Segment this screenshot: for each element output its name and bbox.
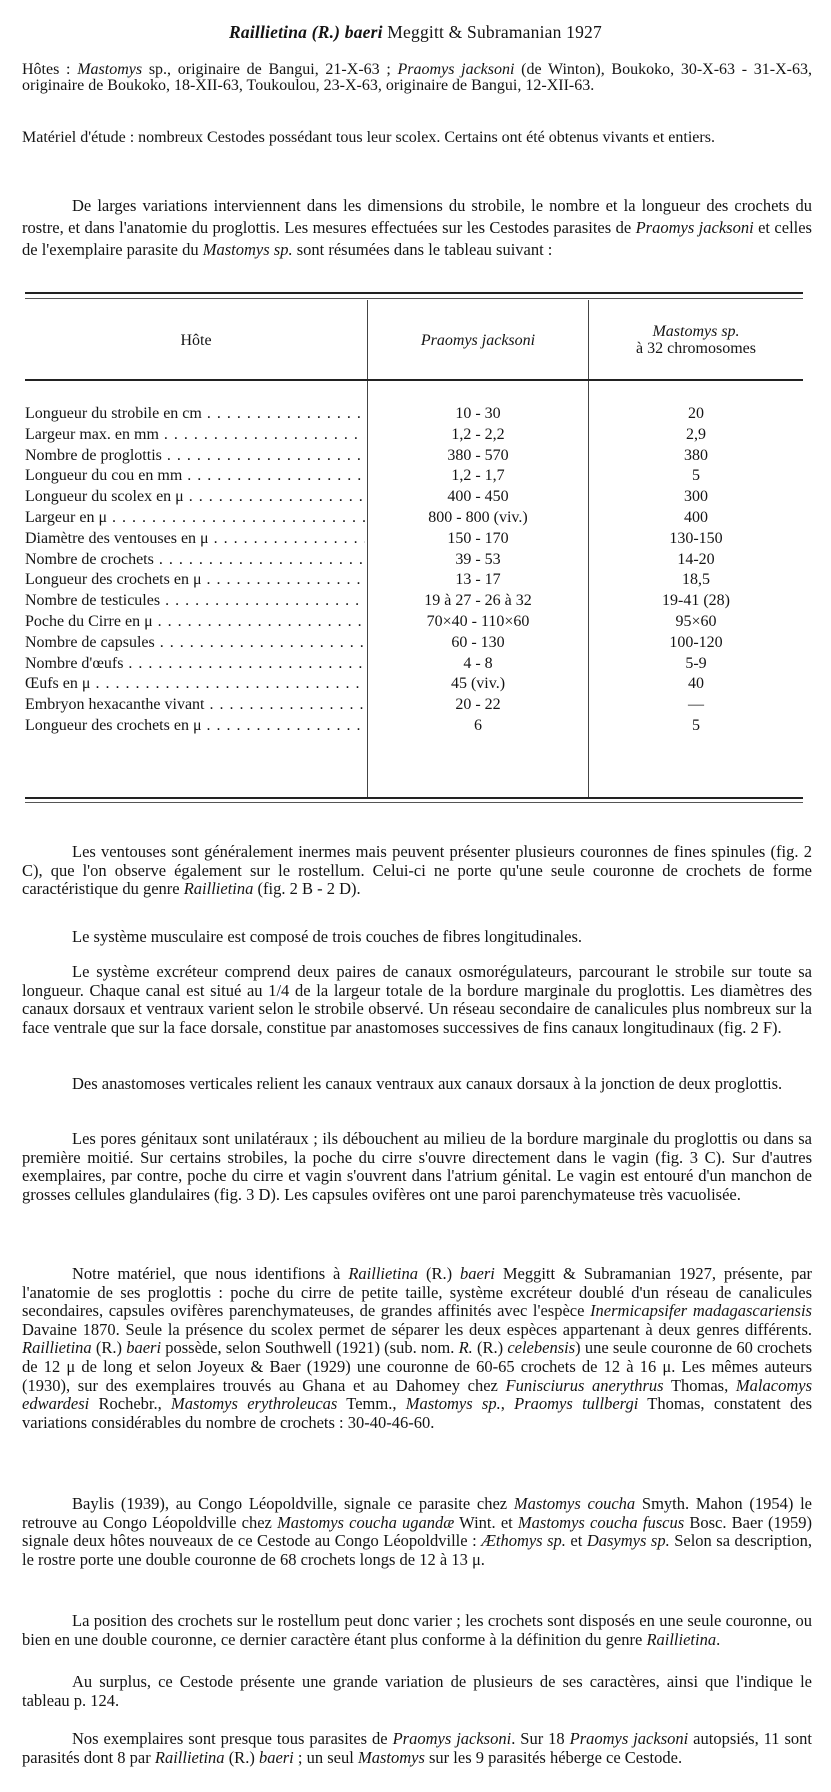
text-run: De larges variations interviennent dans les dimensions du strobile, le nombre et la longueur des crochets du rostre, et dans l'anatomie du proglottis. Les mesures effectuées sur les Cestodes parasites de — [22, 196, 812, 237]
mastomys-value: 19-41 (28) — [662, 592, 730, 610]
text-run: Nos exemplaires sont presque tous parasites de — [72, 1729, 393, 1748]
mastomys-value: 400 — [684, 508, 708, 526]
paragraph-pores-genitaux — [22, 1130, 812, 1204]
text-run: Rochebr., — [89, 1394, 172, 1414]
row-label: Œufs en μ . . . — [25, 674, 365, 694]
text-run: Thomas, constatent des variations considérables du nombre de crochets : 30-40-46-60. — [22, 1394, 812, 1432]
text-run: sont résumées dans le tableau suivant : — [292, 240, 553, 259]
italic-text: Praomys tullbergi — [514, 1394, 639, 1414]
row-label: Largeur en μ . . . — [25, 508, 365, 528]
row-label: Longueur des crochets en μ . . . — [25, 716, 365, 736]
mastomys-value: 100-120 — [669, 633, 723, 651]
text-run: , — [500, 1394, 515, 1414]
paragraph-identification — [22, 1265, 812, 1432]
italic-text: Praomys jacksoni — [397, 61, 515, 78]
text-run: autopsiés, 11 sont parasités dont 8 par — [22, 1729, 812, 1767]
table-row — [25, 570, 803, 591]
mastomys-value: 18,5 — [682, 571, 710, 589]
italic-text: Mastomys sp. — [405, 1394, 501, 1414]
italic-text: Inermicapsifer madagascariensis — [590, 1301, 812, 1321]
text-run: (R.) — [91, 1338, 127, 1358]
text-run: Notre matériel, que nous identifions à — [72, 1264, 349, 1283]
praomys-value: 70×40 - 110×60 — [426, 612, 530, 630]
praomys-value: 19 à 27 - 26 à 32 — [424, 592, 532, 610]
text-run: possède, selon Southwell (1921) (sub. nom. — [161, 1338, 459, 1358]
praomys-value: 45 (viv.) — [450, 675, 506, 693]
mastomys-value: 2,9 — [686, 425, 706, 443]
italic-text: Praomys jacksoni — [635, 218, 754, 237]
italic-text: Dasymys sp. — [586, 1531, 670, 1551]
intro-paragraph — [22, 195, 812, 261]
row-label: Longueur du cou en mm . . . — [25, 466, 365, 486]
italic-text: Raillietina — [646, 1629, 717, 1649]
mastomys-value: 40 — [688, 675, 704, 693]
row-label: Nombre de testicules . . . — [25, 591, 365, 611]
mastomys-value: 300 — [684, 488, 708, 506]
mastomys-value: 5-9 — [685, 654, 707, 672]
measurements-table — [25, 292, 803, 802]
praomys-value: 400 - 450 — [447, 488, 509, 506]
table-row — [25, 695, 803, 716]
italic-text: Mastomys erythroleucas — [171, 1394, 338, 1414]
italic-text: Mastomys coucha — [513, 1494, 636, 1513]
text-run: sp., originaire de Bangui, 21-X-63 ; — [142, 61, 398, 78]
table-row — [25, 404, 803, 425]
mastomys-value: 5 — [692, 467, 700, 485]
table-header-rule — [25, 379, 803, 381]
paragraph-musculaire — [22, 928, 812, 947]
text-run: Le système musculaire est composé de trois couches de fibres longitudinales. — [72, 927, 582, 946]
table-row — [25, 446, 803, 467]
header-mastomys-species: Mastomys sp. — [652, 323, 740, 340]
table-row — [25, 612, 803, 633]
species-authority: Meggitt & Subramanian 1927 — [387, 22, 602, 42]
italic-text: Raillietina — [22, 1338, 92, 1358]
mastomys-value: 14-20 — [677, 550, 715, 568]
header-host: Hôte — [180, 331, 212, 349]
text-run: (R.) — [472, 1338, 508, 1358]
text-run: Le système excréteur comprend deux paires de canaux osmorégulateurs, parcourant le strobile sur toute sa longueur. Chaque canal est situé au 1/4 de la largeur totale de la bordure marginale du proglottis. Les diamètres des canaux dorsaux et ventraux varient selon le strobile observé. Un réseau secondaire de canalicules plus nombreux sur la face ventrale que sur la face dorsale, constitue par anastomoses successives de fins canaux longitudinaux (fig. 2 F). — [22, 962, 812, 1037]
row-label: Longueur du strobile en cm . . . — [25, 404, 365, 424]
italic-text: baeri — [126, 1338, 162, 1358]
text-run: ) une seule couronne de 60 crochets de 12 μ de long et selon Joyeux & Baer (1929) une couronne de 60-65 crochets de 12 à 16 μ. Les mêmes auteurs (1930), sur des exemplaires trouvés au Ghana et au Dahomey chez — [22, 1338, 813, 1395]
row-label: Longueur des crochets en μ . . . — [25, 570, 365, 590]
text-run: . Sur 18 — [511, 1729, 570, 1748]
praomys-value: 39 - 53 — [455, 550, 501, 568]
table-row — [25, 425, 803, 446]
text-run: et — [565, 1531, 587, 1551]
text-run: Meggitt & Subramanian 1927, présente, par l'anatomie de ses proglottis : poche du cirre de petite taille, système excréteur doublé d'un réseau de canalicules secondaires, capsules ovifères parenchymateuses, de grandes affinités avec l'espèce — [22, 1264, 813, 1321]
italic-text: R. — [458, 1338, 473, 1358]
text-run: Les ventouses sont généralement inermes mais peuvent présenter plusieurs couronnes de fines spinules (fig. 2 C), que l'on observe également sur le rostellum. Celui-ci ne porte qu'une seule couronne de crochets de forme caractéristique du genre — [22, 842, 812, 899]
hosts-text — [22, 61, 812, 94]
text-run: (de Winton), Boukoko, 30-X-63 - 31-X-63, originaire de Boukoko, 18-XII-63, Toukoulou, 23-X-63, originaire de Bangui, 12-XII-63. — [22, 61, 812, 94]
row-label: Nombre de capsules . . . — [25, 633, 365, 653]
species-name: Raillietina (R.) baeri — [229, 22, 383, 42]
header-mastomys-chromosomes: à 32 chromosomes — [636, 340, 756, 357]
italic-text: Mastomys coucha fuscus — [517, 1512, 685, 1532]
table-row — [25, 508, 803, 529]
text-run: Selon sa description, le rostre porte une double couronne de 68 crochets longs de 12 à 13 μ. — [22, 1531, 812, 1569]
table-body — [25, 404, 803, 737]
table-row — [25, 487, 803, 508]
italic-text: Mastomys — [357, 1747, 425, 1767]
table-top-rule — [25, 292, 803, 294]
paragraph-anastomoses — [22, 1075, 812, 1094]
row-label: Nombre de proglottis . . . — [25, 446, 365, 466]
table-bottom-rule — [25, 797, 803, 799]
italic-text: baeri — [460, 1264, 495, 1283]
row-label: Diamètre des ventouses en μ . . . — [25, 529, 365, 549]
paragraph-excreteur — [22, 963, 812, 1037]
text-run: Smyth. Mahon (1954) le retrouve au Congo Léopoldville chez — [22, 1494, 812, 1532]
praomys-value: 6 — [474, 716, 482, 734]
italic-text: Raillietina — [154, 1747, 225, 1767]
praomys-value: 20 - 22 — [455, 696, 501, 714]
row-label: Nombre d'œufs . . . — [25, 654, 365, 674]
text-run: (R.) — [418, 1264, 461, 1283]
row-label: Largeur max. en mm . . . — [25, 425, 365, 445]
text-run: Au surplus, ce Cestode présente une grande variation de plusieurs de ses caractères, ainsi que l'indique le tableau p. 124. — [22, 1672, 812, 1710]
paragraph-baylis — [22, 1495, 812, 1569]
praomys-value: 4 - 8 — [463, 654, 493, 672]
praomys-value: 60 - 130 — [451, 633, 505, 651]
italic-text: Mastomys — [77, 61, 143, 78]
text-run: Temm., — [337, 1394, 406, 1414]
row-label: Longueur du scolex en μ . . . — [25, 487, 365, 507]
praomys-value: 800 - 800 (viv.) — [428, 508, 528, 526]
table-bottom-rule-thin — [25, 802, 803, 803]
praomys-value: 1,2 - 2,2 — [451, 425, 505, 443]
praomys-value: 13 - 17 — [455, 571, 501, 589]
text-run: sur les 9 parasités héberge ce Cestode. — [424, 1747, 683, 1767]
text-run: La position des crochets sur le rostellum peut donc varier ; les crochets sont disposés en une seule couronne, ou bien en une double couronne, ce dernier caractère étant plus conforme à la définition du genre — [22, 1611, 812, 1649]
header-praomys: Praomys jacksoni — [420, 331, 536, 349]
table-row — [25, 529, 803, 550]
paragraph-surplus — [22, 1673, 812, 1710]
italic-text: baeri — [258, 1747, 294, 1767]
italic-text: Malacomys edwardesi — [22, 1375, 812, 1414]
text-run: Des anastomoses verticales relient les canaux ventraux aux canaux dorsaux à la jonction de deux proglottis. — [72, 1074, 783, 1093]
header-mastomys — [589, 300, 803, 380]
italic-text: Mastomys sp. — [202, 240, 293, 259]
text-run: (fig. 2 B - 2 D). — [253, 879, 361, 899]
italic-text: Mastomys coucha ugandæ — [277, 1512, 455, 1532]
paragraph-exemplaires — [22, 1730, 812, 1767]
text-run: ; un seul — [293, 1747, 358, 1767]
table-row — [25, 550, 803, 571]
row-label: Embryon hexacanthe vivant . . . — [25, 695, 365, 715]
mastomys-value: 20 — [688, 405, 704, 422]
italic-text: Praomys jacksoni — [569, 1729, 689, 1748]
hosts-label: Hôtes : — [22, 61, 71, 78]
italic-text: Funisciurus anerythrus — [505, 1375, 664, 1395]
praomys-value: 380 - 570 — [447, 446, 509, 464]
italic-text: Æthomys sp. — [481, 1531, 566, 1551]
table-row — [25, 466, 803, 487]
paragraph-position-crochets — [22, 1612, 812, 1649]
mastomys-value: — — [688, 696, 704, 714]
text-run: et celles de l'exemplaire parasite du — [22, 218, 812, 259]
praomys-value: 1,2 - 1,7 — [451, 467, 505, 485]
text-run: Bosc. Baer (1959) signale deux hôtes nouveaux de ce Cestode au Congo Léopoldville : — [22, 1512, 812, 1551]
mastomys-value: 5 — [692, 716, 700, 734]
table-row — [25, 654, 803, 675]
intro-text — [22, 195, 812, 261]
italic-text: celebensis — [507, 1338, 576, 1358]
table-row — [25, 591, 803, 612]
hosts-section — [22, 62, 812, 94]
text-run: . — [716, 1629, 721, 1649]
text-run: Thomas, — [663, 1375, 736, 1395]
table-row — [25, 633, 803, 654]
text-run: Baylis (1939), au Congo Léopoldville, signale ce parasite chez — [72, 1494, 514, 1513]
text-run: Davaine 1870. Seule la présence du scolex permet de séparer les deux espèces appartenant à deux genres différents. — [22, 1319, 812, 1339]
text-run: Wint. et — [454, 1512, 518, 1532]
table-top-rule-thin — [25, 298, 803, 299]
material-label: Matériel d'étude : — [22, 129, 135, 146]
mastomys-value: 130-150 — [669, 529, 723, 547]
italic-text: Praomys jacksoni — [392, 1729, 512, 1748]
table-row — [25, 716, 803, 737]
praomys-value: 150 - 170 — [447, 529, 509, 547]
row-label: Poche du Cirre en μ . . . — [25, 612, 365, 632]
table-row — [25, 674, 803, 695]
paragraph-ventouses — [22, 843, 812, 899]
page-title — [0, 22, 831, 43]
praomys-value: 10 - 30 — [455, 405, 501, 422]
material-section — [22, 130, 812, 146]
mastomys-value: 95×60 — [675, 612, 717, 630]
mastomys-value: 380 — [684, 446, 708, 464]
material-text: nombreux Cestodes possédant tous leur scolex. Certains ont été obtenus vivants et entiers. — [138, 129, 715, 146]
italic-text: Raillietina — [183, 879, 254, 899]
row-label: Nombre de crochets . . . — [25, 550, 365, 570]
text-run: (R.) — [224, 1747, 259, 1767]
italic-text: Raillietina — [348, 1264, 419, 1283]
text-run: Les pores génitaux sont unilatéraux ; ils débouchent au milieu de la bordure marginale du proglottis ou dans sa première moitié. Sur certains strobiles, la poche du cirre s'ouvre directement dans le vagin (fig. 3 C). Sur d'autres exemplaires, par contre, poche du cirre et vagin s'ouvrent dans l'atrium génital. Le vagin est entouré d'un manchon de grosses cellules glandulaires (fig. 3 D). Les capsules ovifères ont une paroi parenchymateuse très vacuolisée. — [22, 1129, 812, 1204]
